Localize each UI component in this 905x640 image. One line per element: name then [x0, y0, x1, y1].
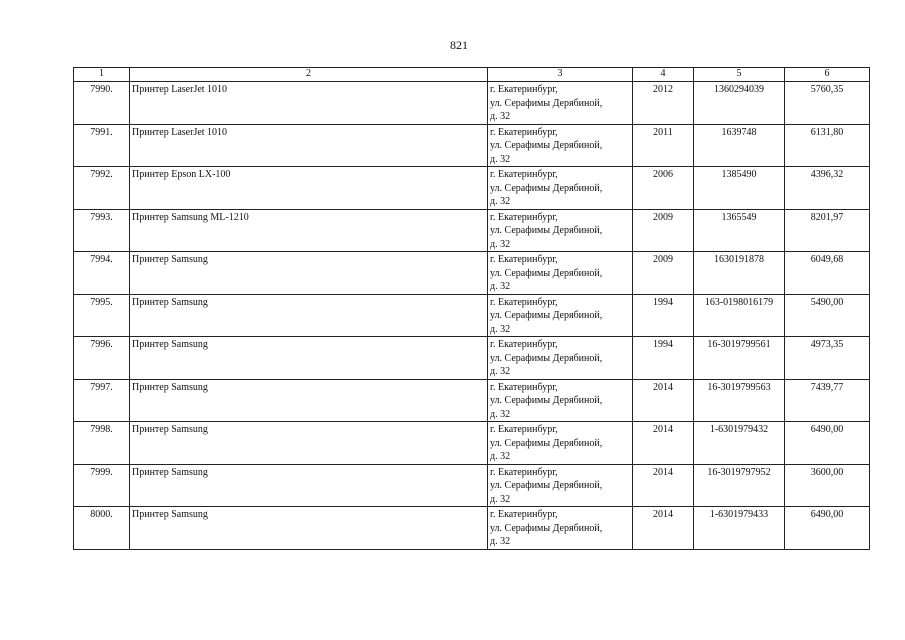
table-row	[74, 82, 870, 125]
table-row	[74, 464, 870, 507]
item-name: Принтер Epson LX-100	[130, 167, 488, 210]
registry-body	[74, 82, 870, 550]
item-address: г. Екатеринбург, ул. Серафимы Дерябиной, д. 32	[488, 124, 633, 167]
item-address: г. Екатеринбург, ул. Серафимы Дерябиной, д. 32	[488, 422, 633, 465]
item-cost: 7439,77	[785, 379, 870, 422]
item-cost: 6049,68	[785, 252, 870, 295]
header-cell-2: 2	[130, 68, 488, 82]
row-number: 7991.	[74, 124, 130, 167]
item-cost: 8201,97	[785, 209, 870, 252]
table-row	[74, 507, 870, 550]
item-cost: 4973,35	[785, 337, 870, 380]
item-address: г. Екатеринбург, ул. Серафимы Дерябиной, д. 32	[488, 209, 633, 252]
item-year: 2014	[633, 422, 694, 465]
item-name: Принтер Samsung	[130, 422, 488, 465]
item-inventory-number: 163-0198016179	[694, 294, 785, 337]
item-address: г. Екатеринбург, ул. Серафимы Дерябиной, д. 32	[488, 337, 633, 380]
item-cost: 5760,35	[785, 82, 870, 125]
item-cost: 6490,00	[785, 422, 870, 465]
item-name: Принтер Samsung ML-1210	[130, 209, 488, 252]
item-year: 2014	[633, 379, 694, 422]
item-year: 2014	[633, 507, 694, 550]
row-number: 8000.	[74, 507, 130, 550]
item-inventory-number: 1360294039	[694, 82, 785, 125]
item-address: г. Екатеринбург, ул. Серафимы Дерябиной, д. 32	[488, 252, 633, 295]
item-inventory-number: 1-6301979432	[694, 422, 785, 465]
item-cost: 4396,32	[785, 167, 870, 210]
item-address: г. Екатеринбург, ул. Серафимы Дерябиной, д. 32	[488, 507, 633, 550]
row-number: 7996.	[74, 337, 130, 380]
table-row	[74, 379, 870, 422]
table-row	[74, 252, 870, 295]
row-number: 7995.	[74, 294, 130, 337]
item-address: г. Екатеринбург, ул. Серафимы Дерябиной, д. 32	[488, 379, 633, 422]
item-cost: 5490,00	[785, 294, 870, 337]
row-number: 7999.	[74, 464, 130, 507]
page-number: 821	[450, 38, 468, 52]
item-name: Принтер LaserJet 1010	[130, 82, 488, 125]
row-number: 7990.	[74, 82, 130, 125]
header-cell-1: 1	[74, 68, 130, 82]
row-number: 7993.	[74, 209, 130, 252]
registry-table	[73, 67, 870, 550]
table-row	[74, 124, 870, 167]
header-cell-3: 3	[488, 68, 633, 82]
item-cost: 3600,00	[785, 464, 870, 507]
item-year: 2009	[633, 209, 694, 252]
item-inventory-number: 1385490	[694, 167, 785, 210]
row-number: 7992.	[74, 167, 130, 210]
item-year: 2012	[633, 82, 694, 125]
item-address: г. Екатеринбург, ул. Серафимы Дерябиной, д. 32	[488, 167, 633, 210]
item-year: 2014	[633, 464, 694, 507]
item-cost: 6490,00	[785, 507, 870, 550]
item-inventory-number: 1639748	[694, 124, 785, 167]
item-name: Принтер Samsung	[130, 252, 488, 295]
header-row	[74, 68, 870, 82]
item-inventory-number: 16-3019799563	[694, 379, 785, 422]
table-row	[74, 167, 870, 210]
item-name: Принтер Samsung	[130, 507, 488, 550]
item-name: Принтер LaserJet 1010	[130, 124, 488, 167]
item-address: г. Екатеринбург, ул. Серафимы Дерябиной, д. 32	[488, 82, 633, 125]
item-name: Принтер Samsung	[130, 294, 488, 337]
row-number: 7994.	[74, 252, 130, 295]
item-year: 2011	[633, 124, 694, 167]
header-cell-6: 6	[785, 68, 870, 82]
table-row	[74, 422, 870, 465]
table-row	[74, 337, 870, 380]
item-year: 1994	[633, 294, 694, 337]
item-address: г. Екатеринбург, ул. Серафимы Дерябиной, д. 32	[488, 464, 633, 507]
item-inventory-number: 1365549	[694, 209, 785, 252]
item-cost: 6131,80	[785, 124, 870, 167]
row-number: 7997.	[74, 379, 130, 422]
item-year: 2009	[633, 252, 694, 295]
item-name: Принтер Samsung	[130, 337, 488, 380]
item-inventory-number: 16-3019799561	[694, 337, 785, 380]
header-cell-5: 5	[694, 68, 785, 82]
header-cell-4: 4	[633, 68, 694, 82]
item-year: 1994	[633, 337, 694, 380]
item-inventory-number: 1-6301979433	[694, 507, 785, 550]
table-row	[74, 209, 870, 252]
row-number: 7998.	[74, 422, 130, 465]
item-inventory-number: 1630191878	[694, 252, 785, 295]
item-inventory-number: 16-3019797952	[694, 464, 785, 507]
item-year: 2006	[633, 167, 694, 210]
item-name: Принтер Samsung	[130, 379, 488, 422]
item-address: г. Екатеринбург, ул. Серафимы Дерябиной, д. 32	[488, 294, 633, 337]
item-name: Принтер Samsung	[130, 464, 488, 507]
table-row	[74, 294, 870, 337]
